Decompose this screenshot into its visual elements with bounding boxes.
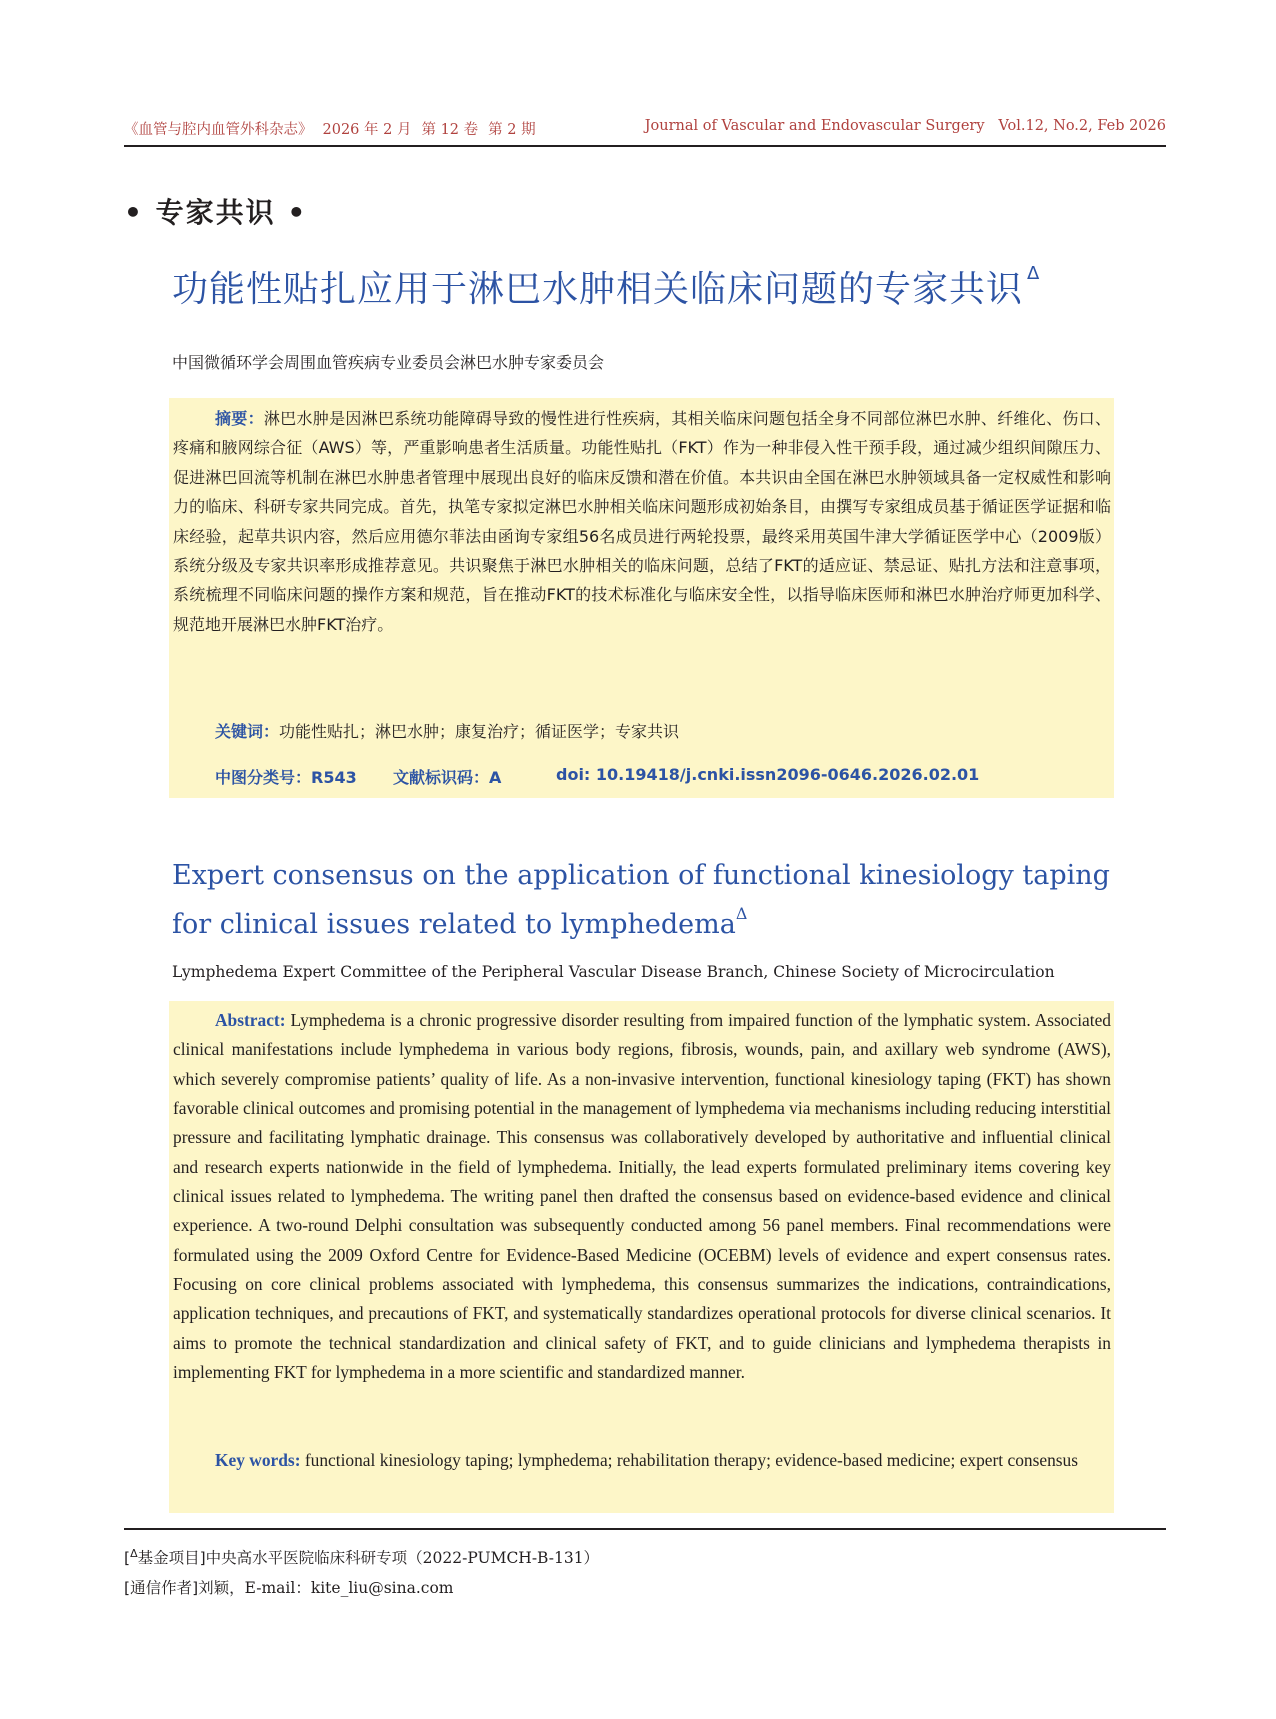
- footnote-divider: [124, 1528, 1166, 1530]
- fund-mark: Δ: [130, 1546, 138, 1560]
- cn-title-text: 功能性贴扎应用于淋巴水肿相关临床问题的专家共识: [172, 269, 1024, 310]
- cn-keywords: [215, 719, 679, 742]
- cn-title: [172, 261, 1040, 312]
- footnote-correspondence: [通信作者]刘颖，E-mail：kite_liu@sina.com: [124, 1579, 454, 1597]
- header-volume: 第 12 卷: [421, 122, 479, 138]
- header-number: 第 2 期: [488, 122, 536, 138]
- corr-text[interactable]: 刘颖，E-mail：kite_liu@sina.com: [198, 1579, 454, 1597]
- corr-label: 通信作者: [130, 1579, 193, 1597]
- doi[interactable]: doi: 10.19418/j.cnki.issn2096-0646.2026.02.01: [556, 765, 980, 784]
- header-journal: 《血管与腔内血管外科杂志》: [124, 122, 313, 138]
- en-keywords-label: Key words:: [215, 1450, 301, 1470]
- document-code: 文献标识码：A: [393, 768, 502, 787]
- cn-abstract: [173, 404, 1111, 639]
- fund-text: 中央高水平医院临床科研专项（2022-PUMCH-B-131）: [205, 1549, 600, 1567]
- en-authors: Lymphedema Expert Committee of the Peripheral Vascular Disease Branch, Chinese Society of Microcirculation: [172, 963, 1055, 981]
- fund-label: 基金项目: [137, 1549, 200, 1567]
- running-header: [124, 118, 1166, 147]
- en-keywords: [173, 1446, 1111, 1475]
- cn-abstract-label: 摘要：: [215, 409, 264, 428]
- en-title: [172, 857, 1122, 944]
- cn-authors: 中国微循环学会周围血管疾病专业委员会淋巴水肿专家委员会: [172, 353, 605, 372]
- header-issue-date: 2026 年 2 月: [322, 122, 412, 138]
- cn-keywords-label: 关键词：: [215, 722, 280, 741]
- en-keywords-text: functional kinesiology taping; lymphedema; rehabilitation therapy; evidence-based medicine; expert consensus: [300, 1450, 1079, 1470]
- header-cn: [124, 118, 536, 139]
- en-title-mark: Δ: [735, 904, 748, 923]
- en-abstract: [173, 1006, 1111, 1387]
- header-en: Journal of Vascular and Endovascular Surgery Vol.12, No.2, Feb 2026: [644, 118, 1166, 134]
- en-abstract-text: Lymphedema is a chronic progressive disorder resulting from impaired function of the lymphatic system. Associated clinical manifestations include lymphedema in various body regions, fibrosis, wounds, pain, and axillary web syndrome (AWS), which severely compromise patients’ quality of life. As a non-invasive intervention, functional kinesiology taping (FKT) has shown favorable clinical outcomes and promising potential in the management of lymphedema via mechanisms including reducing interstitial pressure and facilitating lymphatic drainage. This consensus was collaboratively developed by authoritative and influential clinical and research experts nationwide in the field of lymphedema. Initially, the lead experts formulated preliminary items covering key clinical issues related to lymphedema. The writing panel then drafted the consensus based on evidence-based evidence and clinical experience. A two-round Delphi consultation was subsequently conducted among 56 panel members. Final recommendations were formulated using the 2009 Oxford Centre for Evidence-Based Medicine (OCEBM) levels of evidence and expert consensus rates. Focusing on core clinical problems associated with lymphedema, this consensus summarizes the indications, contraindications, application techniques, and precautions of FKT, and systematically standardizes operational protocols for diverse clinical scenarios. It aims to promote the technical standardization and clinical safety of FKT, and to guide clinicians and lymphedema therapists in implementing FKT for lymphedema in a more scientific and standardized manner.: [173, 1010, 1111, 1383]
- cn-title-mark: Δ: [1027, 263, 1041, 284]
- cn-abstract-text: 淋巴水肿是因淋巴系统功能障碍导致的慢性进行性疾病，其相关临床问题包括全身不同部位淋巴水肿、纤维化、伤口、疼痛和腋网综合征（AWS）等，严重影响患者生活质量。功能性贴扎（FKT）作为一种非侵入性干预手段，通过减少组织间隙压力、促进淋巴回流等机制在淋巴水肿患者管理中展现出良好的临床反馈和潜在价值。本共识由全国在淋巴水肿领域具备一定权威性和影响力的临床、科研专家共同完成。首先，执笔专家拟定淋巴水肿相关临床问题形成初始条目，由撰写专家组成员基于循证医学证据和临床经验，起草共识内容，然后应用德尔菲法由函询专家组56名成员进行两轮投票，最终采用英国牛津大学循证医学中心（2009版）系统分级及专家共识率形成推荐意见。共识聚焦于淋巴水肿相关的临床问题，总结了FKT的适应证、禁忌证、贴扎方法和注意事项，系统梳理不同临床问题的操作方案和规范，旨在推动FKT的技术标准化与临床安全性，以指导临床医师和淋巴水肿治疗师更加科学、规范地开展淋巴水肿FKT治疗。: [173, 409, 1111, 634]
- clc-number: 中图分类号：R543: [215, 768, 357, 787]
- cn-classification: [215, 765, 979, 788]
- en-title-text: Expert consensus on the application of functional kinesiology taping for clinical issues related to lymphedema: [172, 860, 1110, 940]
- footnote-fund: [$^\Delta$基金项目]中央高水平医院临床科研专项（2022-PUMCH-B-131）: [124, 1546, 600, 1567]
- cn-keywords-text: 功能性贴扎；淋巴水肿；康复治疗；循证医学；专家共识: [279, 722, 680, 741]
- en-abstract-label: Abstract:: [215, 1010, 286, 1030]
- column-tag: • 专家共识 •: [124, 196, 308, 229]
